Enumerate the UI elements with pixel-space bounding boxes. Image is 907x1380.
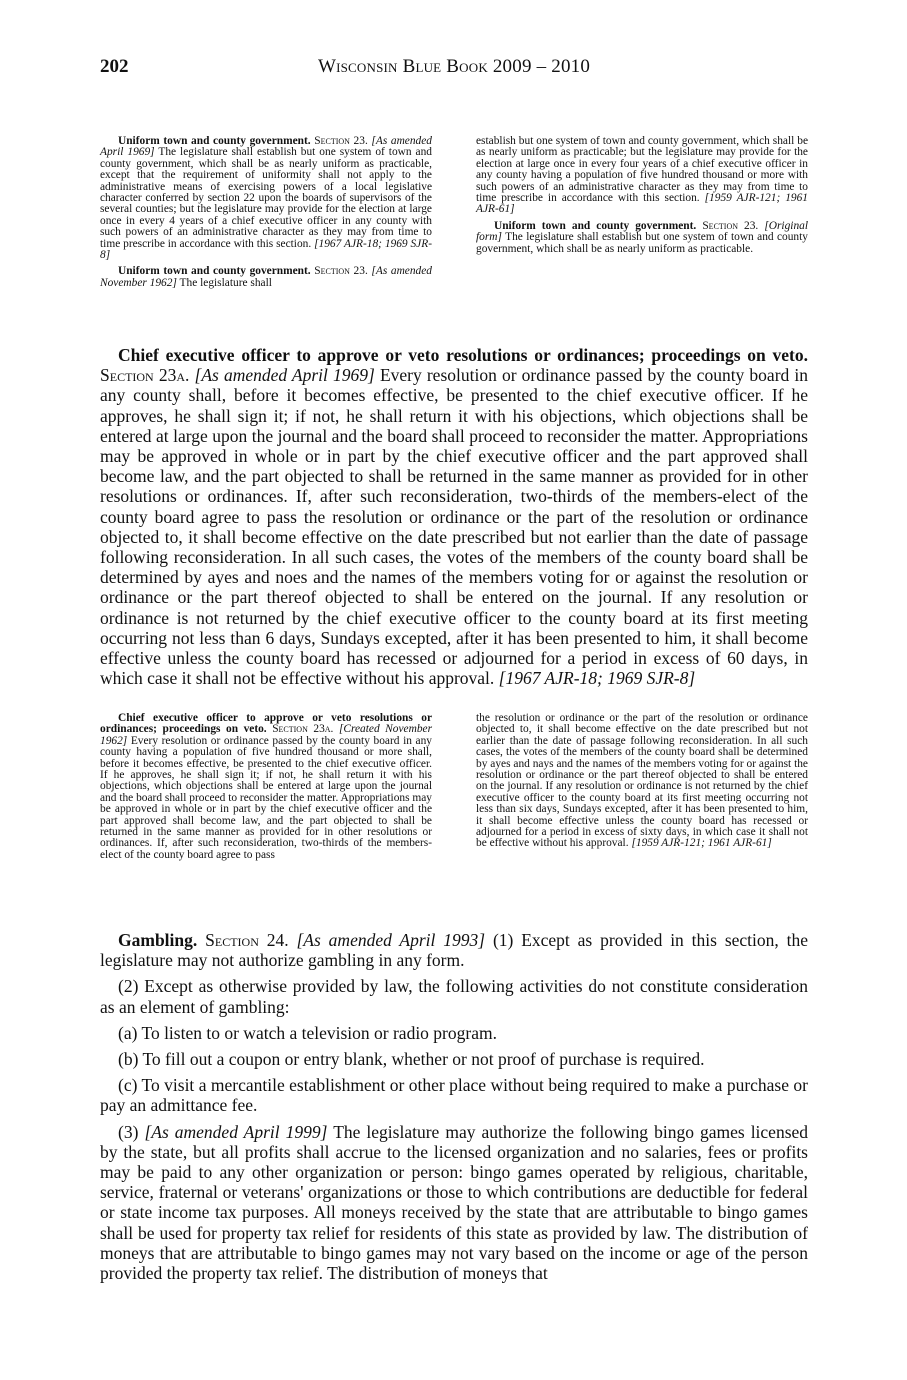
section-text: The legislature may authorize the following bingo games licensed by the state, but all profits shall accrue to the licensed organization and no salaries, fees or profits may be paid to any other organization or person: bingo games operated by religious, charitable, service, fraternal or veterans' organizations or those to which contributions are deductible for federal or state income tax purposes. All moneys received by the state that are attributable to bingo games shall be used for property tax relief for residents of this state as provided by law. The distribution of moneys that are attributable to bingo games may not vary based on the income or age of the person provided the property tax relief. The distribution of moneys that (100, 1121, 809, 1284)
subsection-number: (3) (118, 1121, 139, 1142)
amendment-note: [As amended April 1969] (194, 365, 375, 386)
history-note: [1967 AJR-18; 1969 SJR-8] (100, 237, 432, 262)
paragraph (100, 930, 808, 970)
amendment-note: [As amended April 1993] (296, 930, 486, 950)
section-text: The legislature shall establish but one system of town and county government, which shall be as nearly uniform as practicable. (476, 231, 808, 255)
section-23a-current (100, 345, 808, 694)
amendment-note: [Original form] (476, 219, 809, 244)
section-text: the resolution or ordinance or the part of the resolution or ordinance objected to, it shall become effective on the date prescribed but not earlier than the date of passage following reconsideration. In all such cases, the votes of the members of the county board shall be determined by ayes and nays and the names of the members voting for or against the resolution or ordinance or the part thereof objected to shall be entered on the journal. If any resolution or ordinance is not returned by the chief executive officer to the county board at its first meeting occurring not less than six days, Sundays excepted, after it has been presented to him, it shall become effective unless the county board has recessed or adjourned for a period in excess of sixty days, in which case it shall not be effective without his approval. (476, 712, 808, 850)
section-heading: Gambling. (118, 930, 198, 950)
history-note: [1959 AJR-121; 1961 AJR-61] (631, 837, 772, 850)
section-number: Section 23. (702, 219, 759, 232)
section-text: Every resolution or ordinance passed by the county board in any county shall, before it becomes effective, be presented to the chief executive officer. If he approves, he shall sign it; if not, he shall return it with his objections, which objections shall be entered at large upon the journal and the board shall proceed to reconsider the matter. Appropriations may be approved in whole or in part by the chief executive officer and the part approved shall become law, and the part objected to shall be returned in the same manner as provided for in other resolutions or ordinances. If, after such reconsideration, two-thirds of the members-elect of the county board agree to pass the resolution or ordinance or the part of the resolution or ordinance objected to, it shall become effective on the date prescribed but not earlier than the date of passage following reconsideration. In all such cases, the votes of the members of the county board shall be determined by ayes and noes and the names of the members voting for or against the resolution or ordinance or the part thereof objected to shall be entered on the journal. If any resolution or ordinance is not returned by the chief executive officer to the county board at its first meeting occurring not less than 6 days, Sundays excepted, after it has been presented to him, it shall become effective unless the county board has recessed or adjourned for a period in excess of 60 days, in which case it shall not be effective without his approval. (100, 365, 808, 689)
section-heading: Uniform town and county government. (118, 265, 311, 278)
section-heading: Chief executive officer to approve or veto resolutions or ordinances; proceedings on veto. (118, 345, 808, 365)
history-note: [1967 AJR-18; 1969 SJR-8] (498, 668, 696, 689)
section-number: Section 23. (314, 135, 368, 147)
paragraph: (c) To visit a mercantile establishment or other place without being required to make a purchase or pay an admittance fee. (100, 1075, 808, 1116)
section-23a-history-columns (100, 713, 808, 866)
section-text: establish but one system of town and county government, which shall be as nearly uniform as practicable; but the legislature may provide for the election at large once in every four years of a chief executive officer in any county having a population of five hundred thousand or more with such powers of an administrative character as they may from time to time prescribe in accordance with this section. (476, 135, 808, 205)
section-number: Section 24. (205, 930, 289, 950)
section-number: Section 23a. (100, 365, 190, 386)
right-column (476, 713, 808, 866)
paragraph (100, 713, 432, 861)
left-column (100, 136, 432, 294)
paragraph (476, 221, 808, 255)
paragraph (100, 266, 432, 289)
amendment-note: [As amended April 1969] (100, 135, 432, 159)
page-header (100, 56, 808, 82)
paragraph (100, 345, 808, 688)
section-text: Every resolution or ordinance passed by the county board in any county having a population of five hundred thousand or more shall, before it becomes effective, be presented to the chief executive officer. If he approves, he shall sign it; if not, he shall return it with his objections, which objections shall be entered at large upon the journal and the board shall proceed to reconsider the matter. Appropriations may be approved in whole or in part by the chief executive officer and the part approved shall become law, and the part objected to shall be returned in the same manner as provided for in other resolutions or ordinances. If, after such reconsideration, two-thirds of the members-elect of the county board agree to pass (100, 734, 432, 861)
right-column (476, 136, 808, 294)
section-23-history-columns (100, 136, 808, 294)
amendment-note: [As amended November 1962] (100, 265, 432, 289)
paragraph: (a) To listen to or watch a television or radio program. (118, 1022, 497, 1043)
section-text: (1) Except as provided in this section, the legislature may not authorize gambling in any form. (100, 930, 809, 971)
amendment-note: [As amended April 1999] (144, 1121, 328, 1142)
section-number: Section 23. (314, 265, 368, 278)
section-heading: Uniform town and county government. (494, 219, 697, 232)
paragraph (100, 136, 432, 261)
section-text: The legislature shall establish but one system of town and county government, which shall be as nearly uniform as practicable, except that the requirement of uniformity shall not apply to the administrative means of exercising powers of a local legislative character conferred by section 22 upon the boards of supervisors of the several counties; but the legislature may provide for the election at large once in every 4 years of a chief executive officer in any county with such powers of an administrative character as they may from time to time prescribe in accordance with this section. (100, 146, 432, 250)
paragraph: (b) To fill out a coupon or entry blank, whether or not proof of purchase is required. (118, 1049, 705, 1070)
history-note: [1959 AJR-121; 1961 AJR-61] (476, 192, 808, 216)
section-text: The legislature shall (179, 276, 272, 289)
paragraph: (2) Except as otherwise provided by law, the following activities do not constitute consideration as an element of gambling: (100, 976, 808, 1017)
left-column (100, 713, 432, 866)
section-heading: Chief executive officer to approve or veto resolutions or ordinances; proceedings on veto. (100, 712, 432, 736)
section-number: Section 23a. (272, 723, 334, 736)
section-24-gambling (100, 930, 808, 1289)
page-number: 202 (100, 56, 129, 77)
book-title: Wisconsin Blue Book 2009 – 2010 (317, 56, 591, 77)
paragraph (476, 136, 808, 216)
amendment-note: [Created November 1962] (100, 723, 433, 747)
paragraph (100, 1122, 808, 1284)
section-heading: Uniform town and county government. (118, 135, 311, 147)
paragraph (476, 713, 808, 850)
